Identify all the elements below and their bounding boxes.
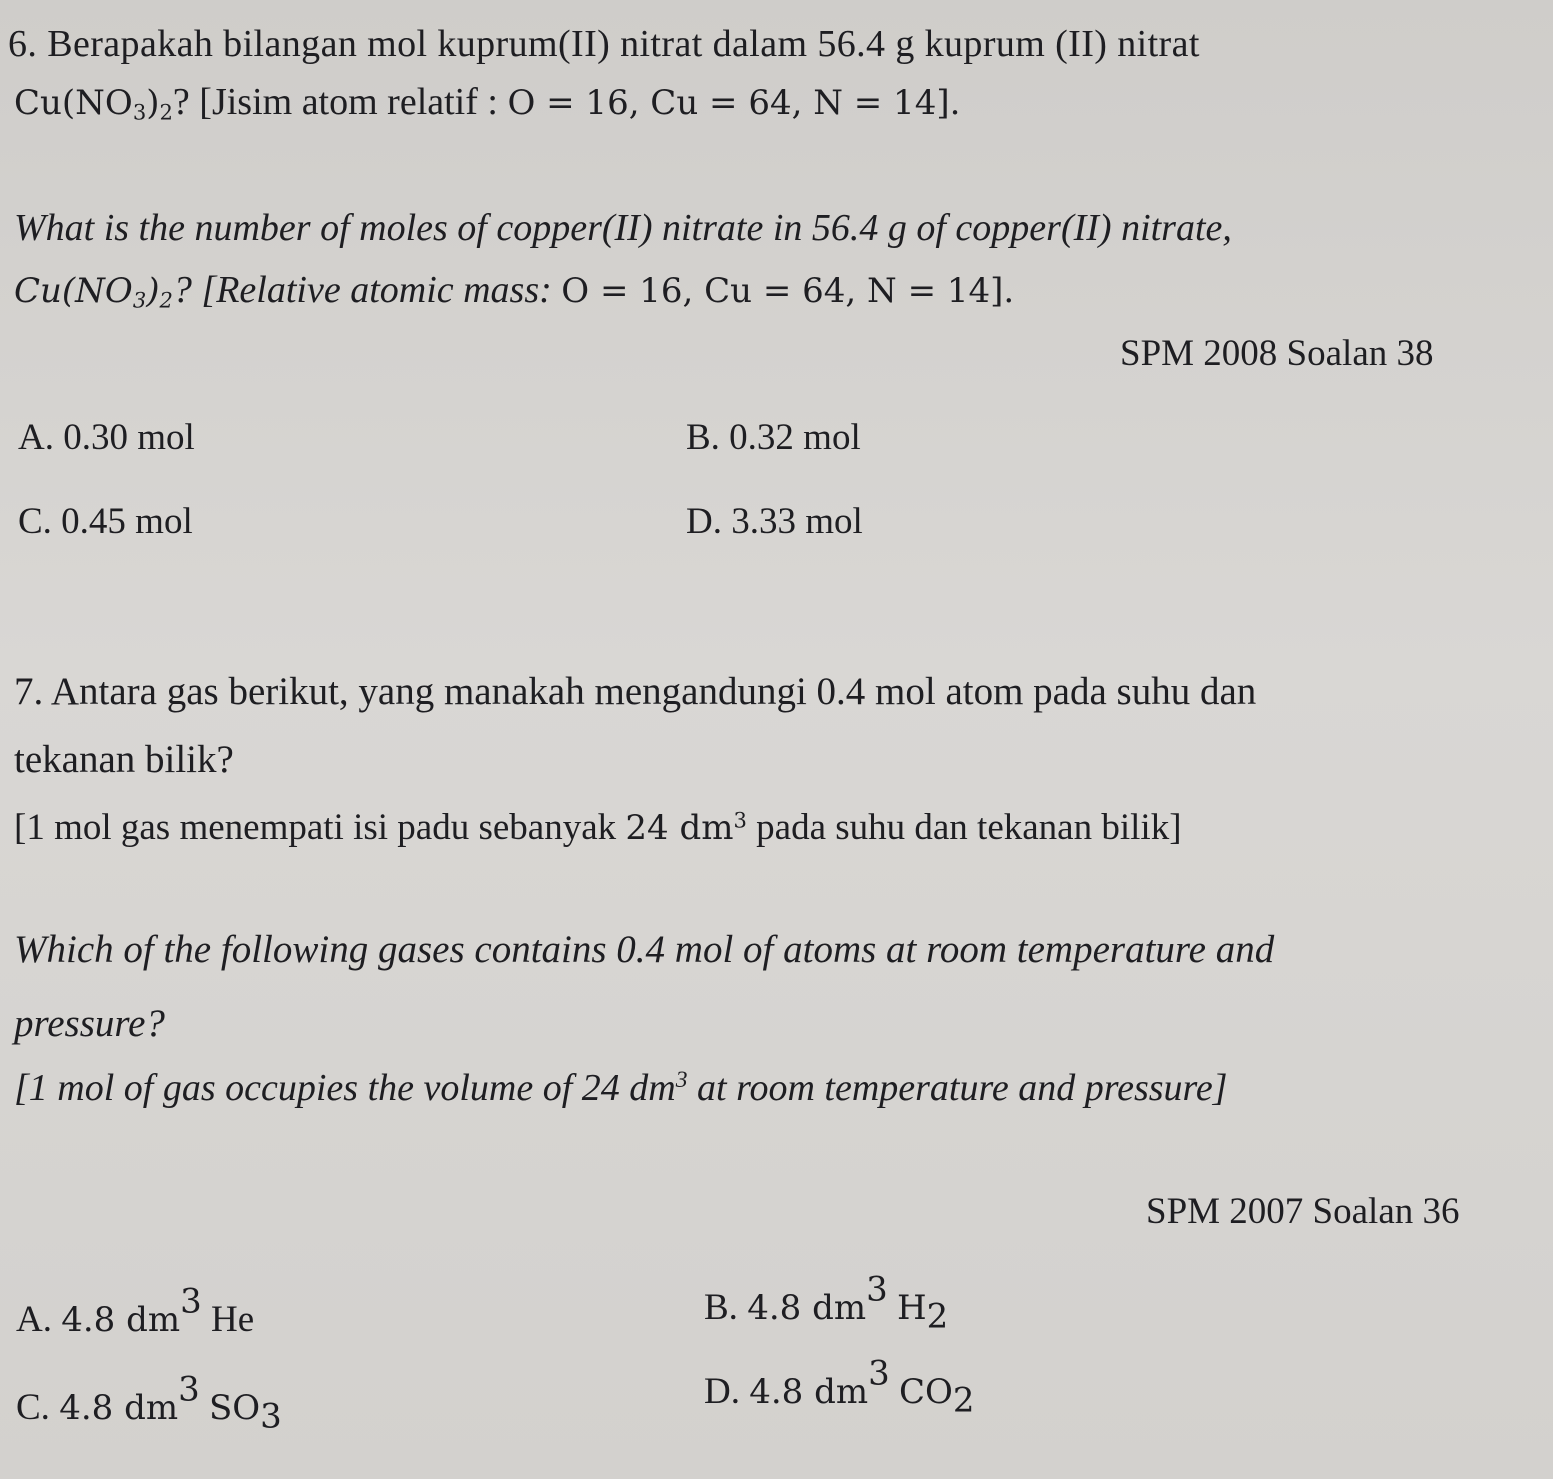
q6-malay-line-1 [8, 22, 1200, 66]
q6-option-a[interactable]: A. 0.30 mol [18, 417, 195, 458]
q7-english-line-1: Which of the following gases contains 0.4 mol of atoms at room temperature and [14, 928, 1275, 971]
q7-english-note-volume: 24 $dm^3$ [581, 1067, 688, 1109]
q6-malay-line-2 [14, 80, 960, 125]
q7-malay-note-b: pada suhu dan tekanan bilik] [746, 807, 1182, 848]
q6-masses-english: O = 16, Cu = 64, N = 14]. [561, 271, 1015, 311]
q6-source: SPM 2008 Soalan 38 [1120, 333, 1434, 374]
q7-malay-line-2: tekanan bilik? [14, 738, 234, 781]
q6-formula: $Cu(NO_3)_2$ [14, 83, 173, 125]
q6-formula-english: $Cu(NO_3)_2$ [14, 271, 173, 313]
q6-english-text-2: ? [Relative atomic mass: [172, 269, 562, 311]
q7-option-d[interactable]: D. 4.8 $dm^3$ $CO_2$ [704, 1353, 975, 1421]
q7-malay-note-a: [1 mol gas menempati isi padu sebanyak [14, 807, 626, 848]
q7-english-note-a: [1 mol of gas occupies the volume of [14, 1067, 582, 1109]
q6-option-b[interactable]: B. 0.32 mol [686, 417, 861, 458]
q7-option-c[interactable]: C. 4.8 $dm^3$ $SO_3$ [16, 1369, 282, 1437]
q7-english-note [14, 1066, 1228, 1110]
q6-malay-text-1: Berapakah bilangan mol kuprum(II) nitrat dalam 56.4 g kuprum (II) nitrat [47, 23, 1200, 65]
q6-option-d[interactable]: D. 3.33 mol [686, 501, 863, 542]
q7-malay-note [14, 806, 1182, 850]
q7-source: SPM 2007 Soalan 36 [1146, 1191, 1460, 1232]
q6-english-text-1: What is the number of moles of copper(II) nitrate in 56.4 g of copper(II) nitrate, [14, 207, 1232, 249]
q6-number: 6. [8, 23, 38, 65]
q6-masses-malay: O = 16, Cu = 64, N = 14]. [507, 83, 961, 123]
q7-malay-note-volume: 24 $dm^3$ [625, 807, 747, 848]
q6-english-line-2 [14, 268, 1014, 313]
q7-english-line-2: pressure? [14, 1002, 165, 1045]
q7-english-note-b: at room temperature and pressure] [687, 1067, 1228, 1109]
q7-malay-line-1: 7. Antara gas berikut, yang manakah mengandungi 0.4 mol atom pada suhu dan [14, 670, 1257, 713]
q6-option-c[interactable]: C. 0.45 mol [18, 501, 193, 542]
q6-malay-text-2: ? [Jisim atom relatif : [172, 81, 508, 123]
q7-option-a[interactable]: A. 4.8 $dm^3$ He [16, 1281, 255, 1340]
q6-english-line-1 [14, 206, 1232, 250]
q7-option-b[interactable]: B. 4.8 $dm^3$ $H_2$ [704, 1269, 949, 1337]
